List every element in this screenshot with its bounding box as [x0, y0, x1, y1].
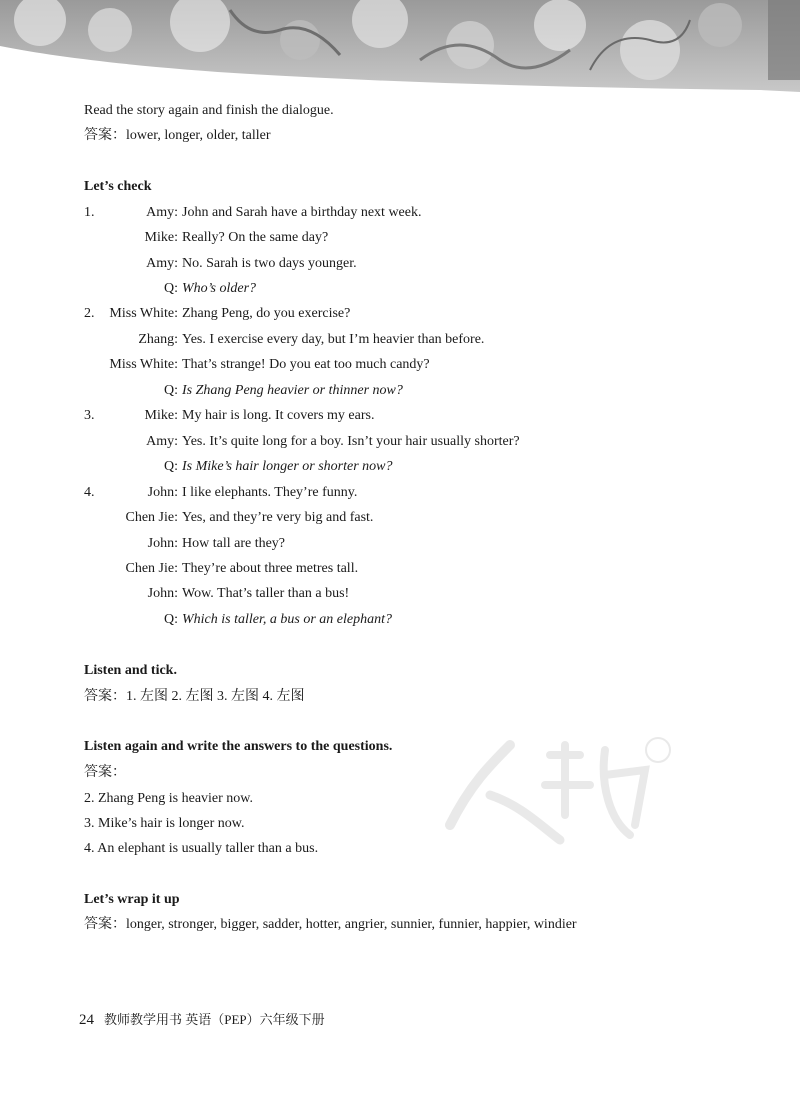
speaker: Zhang: [138, 332, 178, 347]
publisher-watermark [430, 725, 680, 855]
question-text: Who’s older? [182, 281, 257, 296]
dialogue-line: They’re about three metres tall. [182, 561, 359, 576]
speaker: John: [147, 586, 178, 601]
dialogue-line: Really? On the same day? [182, 230, 329, 245]
intro-answer: lower, longer, older, taller [126, 128, 271, 143]
speaker: Amy: [146, 205, 178, 220]
intro-answer-row [84, 127, 270, 145]
question-label: Q: [164, 383, 178, 398]
speaker: Mike: [144, 230, 178, 245]
dialogue-line: How tall are they? [182, 536, 286, 551]
listen-tick-heading: Listen and tick. [84, 663, 177, 678]
dialogue-line: Yes. I exercise every day, but I’m heavier than before. [182, 332, 485, 347]
wrap-up-answer: 答案：longer, stronger, bigger, sadder, hotter, angrier, sunnier, funnier, happier, windier [84, 917, 577, 932]
listen-again-answer: 3. Mike’s hair is longer now. [84, 816, 245, 831]
dialogue-line: I like elephants. They’re funny. [182, 485, 358, 500]
dialogue-line: Yes. It’s quite long for a boy. Isn’t your hair usually shorter? [182, 434, 520, 449]
listen-again-answer: 2. Zhang Peng is heavier now. [84, 791, 253, 806]
listen-tick-answer: 答案：1. 左图 2. 左图 3. 左图 4. 左图 [84, 689, 305, 704]
speaker: Chen Jie: [125, 510, 178, 525]
speaker: Mike: [144, 408, 178, 423]
question-label: Q: [164, 612, 178, 627]
intro-answer-label: 答案： [84, 128, 126, 143]
intro-instruction: Read the story again and finish the dialogue. [84, 103, 334, 118]
header-banner-image [0, 0, 800, 92]
question-text: Which is taller, a bus or an elephant? [182, 612, 392, 627]
dialogue-line: That’s strange! Do you eat too much candy? [182, 357, 430, 372]
listen-again-answer: 4. An elephant is usually taller than a bus. [84, 841, 319, 856]
speaker: Miss White: [109, 306, 178, 321]
dialogue-line: My hair is long. It covers my ears. [182, 408, 375, 423]
dialogue-line: Wow. That’s taller than a bus! [182, 586, 350, 601]
page-footer [79, 1011, 325, 1029]
page-number: 24 [79, 1012, 94, 1028]
speaker: Chen Jie: [125, 561, 178, 576]
wrap-up-heading: Let’s wrap it up [84, 892, 180, 907]
speaker: Miss White: [109, 357, 178, 372]
question-text: Is Mike’s hair longer or shorter now? [182, 459, 393, 474]
speaker: John: [147, 485, 178, 500]
speaker: John: [147, 536, 178, 551]
dialogue-line: No. Sarah is two days younger. [182, 256, 357, 271]
question-label: Q: [164, 459, 178, 474]
item-1-number: 1. [84, 205, 95, 220]
item-4-number: 4. [84, 485, 95, 500]
item-3-number: 3. [84, 408, 95, 423]
question-text: Is Zhang Peng heavier or thinner now? [182, 383, 403, 398]
speaker: Amy: [146, 256, 178, 271]
lets-check-heading: Let’s check [84, 179, 152, 194]
dialogue-line: John and Sarah have a birthday next week. [182, 205, 422, 220]
question-label: Q: [164, 281, 178, 296]
dialogue-line: Zhang Peng, do you exercise? [182, 306, 351, 321]
speaker: Amy: [146, 434, 178, 449]
item-2-number: 2. [84, 306, 95, 321]
dialogue-line: Yes, and they’re very big and fast. [182, 510, 374, 525]
listen-again-answer-label: 答案： [84, 765, 126, 780]
book-title: 教师教学用书 英语（PEP）六年级下册 [104, 1012, 325, 1027]
listen-again-heading: Listen again and write the answers to the questions. [84, 739, 393, 754]
